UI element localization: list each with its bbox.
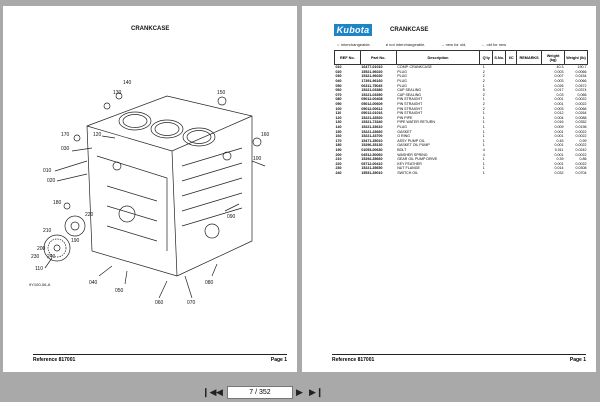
cell-ref: 100 <box>335 106 342 111</box>
cell-ref: 080 <box>335 97 342 102</box>
cell-w-lb: 0.86 <box>579 157 587 162</box>
cell-w-kg: 0.007 <box>554 74 564 79</box>
cell-w-lb: 0.0264 <box>575 111 587 116</box>
cell-sno <box>493 171 506 176</box>
callout-label: 220 <box>85 212 94 218</box>
cell-desc: NUT FLANGE <box>397 166 420 171</box>
cell-qty: 4 <box>482 152 485 157</box>
callout-label: 230 <box>31 254 40 260</box>
cell-w-lb: 0.0242 <box>575 147 587 152</box>
col-remarks: REMARKS <box>517 51 542 65</box>
callout-label: 120 <box>93 132 102 138</box>
callout-label: 210 <box>43 228 52 234</box>
cell-w-lb: 0.0066 <box>575 69 587 74</box>
cell-qty: 4 <box>482 147 485 152</box>
cell-desc: PLUG <box>397 79 407 84</box>
cell-qty: 2 <box>482 69 485 74</box>
parts-page-title: CRANKCASE <box>390 27 429 33</box>
cell-ref: 050 <box>335 83 342 88</box>
legend-new-for-old: → new for old, <box>440 42 467 47</box>
cell-qty: 2 <box>482 102 485 107</box>
cell-w-kg: 0.001 <box>554 102 564 107</box>
cell-ref: 040 <box>335 79 342 84</box>
cell-w-kg: 0.001 <box>554 97 564 102</box>
cell-w-lb: 0.0066 <box>575 106 587 111</box>
cell-part: 05012-00609 <box>361 102 383 107</box>
cell-qty: 1 <box>482 157 485 162</box>
cell-part: 15221-03390 <box>361 92 383 97</box>
cell-part: 05712-00410 <box>361 161 383 166</box>
right-footer-rule <box>332 354 586 355</box>
callout-label: 190 <box>71 238 80 244</box>
interchangeability-legend <box>336 42 520 47</box>
cell-w-lb: 190.7 <box>577 65 587 70</box>
legend-not-interchangeable: ≠ not interchangeable. <box>385 42 426 47</box>
next-page-icon[interactable]: ▶ <box>296 387 303 397</box>
cell-ref: 180 <box>335 143 342 148</box>
cell-part: 15471-35010 <box>361 138 383 143</box>
left-footer-rule <box>33 354 287 355</box>
cell-qty: 1 <box>482 111 485 116</box>
cell-w-kg: 0.012 <box>554 111 564 116</box>
cell-part: 16477-01010 <box>361 65 383 70</box>
cell-part: 06311-75045 <box>361 83 383 88</box>
callout-label: 060 <box>155 300 164 306</box>
cell-desc: PIN PIPE <box>397 115 413 120</box>
cell-w-kg: 0.001 <box>554 143 564 148</box>
page-number-input[interactable] <box>227 386 293 399</box>
cell-ref: 150 <box>335 129 342 134</box>
cell-part: 15531-39010 <box>361 170 383 175</box>
legend-interchangeable: ⇔ interchangeable. <box>336 42 371 47</box>
cell-ref: 170 <box>335 138 342 143</box>
cell-w-kg: 0.004 <box>554 115 564 120</box>
cell-w-kg: 0.001 <box>554 134 564 139</box>
cell-desc: PIN STRAIGHT <box>397 111 423 116</box>
callout-label: 040 <box>89 280 98 286</box>
right-page <box>302 6 596 372</box>
callout-label: 090 <box>227 214 236 220</box>
col-part-no: Part No. <box>360 51 396 65</box>
cell-ref: 220 <box>335 161 342 166</box>
col-weight-lb: Weight (lb) <box>565 51 588 65</box>
callout-label: 110 <box>35 266 43 272</box>
cell-w-kg: 0.001 <box>554 129 564 134</box>
cell-ref: 160 <box>335 134 342 139</box>
right-footer-reference: Reference 817001 <box>332 357 375 363</box>
cell-w-kg: 0.45 <box>556 138 564 143</box>
cell-w-kg: 0.017 <box>554 88 564 93</box>
cell-part: 15321-96030 <box>361 74 383 79</box>
cell-desc: PLUG <box>397 125 407 130</box>
cell-ref: 060 <box>335 88 342 93</box>
cell-qty: 1 <box>482 166 485 171</box>
cell-part: 05012-01016 <box>361 111 383 116</box>
cell-desc: GASKET OIL PUMP <box>397 143 430 148</box>
callout-label: 130 <box>113 90 122 96</box>
cell-qty: 1 <box>482 65 485 70</box>
cell-qty: 1 <box>482 129 485 134</box>
cell-part: 15321-73340 <box>361 120 383 125</box>
callout-label: 180 <box>53 200 62 206</box>
cell-desc: PLUG <box>397 69 407 74</box>
col-weight-kg: Weight (kg) <box>542 51 565 65</box>
callout-label: 070 <box>187 300 196 306</box>
cell-desc: PIN STRAIGHT <box>397 97 423 102</box>
callout-label: 050 <box>115 288 124 294</box>
cell-desc: SWITCH OIL <box>397 170 419 175</box>
callout-label: 080 <box>205 280 214 286</box>
cell-ref: 190 <box>335 147 342 152</box>
cell-qty: 1 <box>482 120 485 125</box>
cell-w-lb: 0.0066 <box>575 79 587 84</box>
cell-w-kg: 0.003 <box>554 79 564 84</box>
cell-w-lb: 0.0088 <box>575 115 587 120</box>
cell-w-lb: 0.0022 <box>575 134 587 139</box>
cell-desc: GEAR OIL PUMP DRIVE <box>397 157 438 162</box>
cell-ref: 030 <box>335 74 342 79</box>
cell-desc: COMP. CRANKCASE <box>397 65 432 70</box>
cell-w-lb: 0.0022 <box>575 97 587 102</box>
cell-qty: 1 <box>482 83 485 88</box>
cell-desc: PIPE WATER RETURN <box>397 120 435 125</box>
cell-desc: KEY FEATHER <box>397 161 422 166</box>
left-footer-page-number: Page 1 <box>270 357 287 363</box>
cell-qty: 2 <box>482 79 485 84</box>
cell-w-lb: 0.0022 <box>575 129 587 134</box>
cell-qty: 5 <box>482 88 485 93</box>
cell-part: 15221-33700 <box>361 134 383 139</box>
cell-desc: PIN STRAIGHT <box>397 106 423 111</box>
cell-qty: 1 <box>482 125 485 130</box>
cell-ref: 070 <box>335 92 342 97</box>
cell-w-lb: 0.0374 <box>575 88 587 93</box>
cell-w-lb: 0.0022 <box>575 102 587 107</box>
cell-w-kg: 0.026 <box>554 83 564 88</box>
cell-qty: 1 <box>482 115 485 120</box>
left-footer-reference: Reference 817001 <box>33 357 76 363</box>
cell-w-kg: 0.001 <box>554 152 564 157</box>
cell-desc: ASSY PUMP OIL <box>397 138 425 143</box>
cell-part: 15292-35660 <box>361 157 383 162</box>
cell-part: 15221-33520 <box>361 115 383 120</box>
callout-label: 160 <box>261 132 270 138</box>
cell-desc: CAP SEALING <box>397 88 422 93</box>
cell-qty: 2 <box>482 74 485 79</box>
cell-desc: PLUG <box>397 74 407 79</box>
table-row <box>335 171 588 176</box>
right-footer-page-number: Page 1 <box>569 357 586 363</box>
cell-w-kg: 0.003 <box>554 69 564 74</box>
cell-qty: 1 <box>482 97 485 102</box>
cell-ref: 110 <box>335 111 342 116</box>
cell-part: 01053-00630 <box>361 147 383 152</box>
col-quantity: Q'ty <box>480 51 493 65</box>
callout-label: 030 <box>61 146 70 152</box>
cell-ref: 240 <box>335 170 342 175</box>
parts-table-body <box>335 65 588 176</box>
cell-w-lb: 0.0704 <box>575 170 587 175</box>
cell-w-kg: 0.39 <box>556 157 564 162</box>
cell-ref: 140 <box>335 125 342 130</box>
diagram-code: 9Y100-06-A <box>29 282 51 287</box>
cell-qty: 1 <box>482 170 485 175</box>
cell-w-lb: 0.0022 <box>575 143 587 148</box>
viewer-toolbar <box>0 378 600 402</box>
cell-w-lb: 0.99 <box>579 138 587 143</box>
cell-w-kg: 0.003 <box>554 106 564 111</box>
cell-part: 05012-00612 <box>361 106 383 111</box>
cell-w-lb: 0.0308 <box>575 166 587 171</box>
cell-ref: 090 <box>335 102 342 107</box>
cell-w-lb: 0.0022 <box>575 152 587 157</box>
cell-ref: 230 <box>335 166 342 171</box>
previous-page-icon[interactable]: ◀ <box>216 387 223 397</box>
cell-ref: 020 <box>335 69 342 74</box>
cell-desc: GASKET <box>397 129 412 134</box>
cell-w-lb: 0.0352 <box>575 120 587 125</box>
cell-part: 15221-33660 <box>361 129 383 134</box>
callout-label: 020 <box>47 178 56 184</box>
cell-ref: 010 <box>335 65 342 70</box>
cell-ref: 210 <box>335 157 342 162</box>
cell-w-kg: 0.009 <box>554 125 564 130</box>
callout-label: 150 <box>217 90 226 96</box>
cell-part: 04512-50060 <box>361 152 383 157</box>
cell-w-kg: 0.032 <box>554 170 564 175</box>
cell-w-lb: 0.066 <box>577 92 587 97</box>
cell-ref: 200 <box>335 152 342 157</box>
col-description: Description <box>396 51 480 65</box>
cell-w-lb: 0.0198 <box>575 125 587 130</box>
cell-desc: PLUG <box>397 83 407 88</box>
last-page-icon[interactable]: ▶❙ <box>309 387 324 397</box>
legend-old-for-new: ← old for new <box>481 42 507 47</box>
parts-table <box>334 50 588 175</box>
cell-part: 15296-35130 <box>361 143 383 148</box>
cell-desc: O RING <box>397 134 410 139</box>
callout-label: 200 <box>37 246 46 252</box>
cell-w-kg: 0.03 <box>556 92 564 97</box>
callout-label: 170 <box>61 132 70 138</box>
callout-label: 240 <box>47 254 56 260</box>
cell-w-kg: 0.011 <box>554 147 564 152</box>
cell-desc: BOLT <box>397 147 407 152</box>
cell-part: 05012-00408 <box>361 97 383 102</box>
diagram-page-title: CRANKCASE <box>131 26 170 32</box>
cell-w-kg: 40.3 <box>556 65 564 70</box>
cell-qty: 2 <box>482 106 485 111</box>
cell-qty: 2 <box>482 92 485 97</box>
cell-ic <box>506 171 517 176</box>
cell-qty: 1 <box>482 138 485 143</box>
col-interchange: I/C <box>506 51 517 65</box>
cell-part: 15221-03380 <box>361 88 383 93</box>
cell-part: 15221-33610 <box>361 125 383 130</box>
cell-w-lb: 0.0154 <box>575 74 587 79</box>
cell-ref: 130 <box>335 120 342 125</box>
callout-label: 100 <box>253 156 262 162</box>
cell-w-lb: 0.0572 <box>575 83 587 88</box>
cell-desc: CAP SEALING <box>397 92 422 97</box>
col-serial-no: S.No. <box>493 51 506 65</box>
cell-qty: 1 <box>482 161 485 166</box>
cell-part: 17391-96160 <box>361 79 383 84</box>
cell-w-kg: 0.016 <box>554 120 564 125</box>
parts-table-header <box>335 51 588 65</box>
callout-label: 010 <box>43 168 52 174</box>
first-page-icon[interactable]: ❙◀ <box>202 387 217 397</box>
cell-qty: 1 <box>482 134 485 139</box>
cell-rem <box>517 171 542 176</box>
col-ref-no: REF No. <box>335 51 361 65</box>
cell-desc: PIN STRAIGHT <box>397 102 423 107</box>
kubota-logo: Kubota <box>334 24 372 36</box>
cell-qty: 1 <box>482 143 485 148</box>
cell-ref: 120 <box>335 115 342 120</box>
cell-w-kg: 0.014 <box>554 166 564 171</box>
cell-w-kg: 0.001 <box>554 161 564 166</box>
crankcase-exploded-diagram <box>17 36 287 306</box>
cell-desc: WASHER SPRING <box>397 152 428 157</box>
cell-part: 15221-35650 <box>361 166 383 171</box>
callout-label: 140 <box>123 80 132 86</box>
left-page <box>3 6 297 372</box>
cell-part: 15521-96020 <box>361 69 383 74</box>
cell-w-lb: 0.0022 <box>575 161 587 166</box>
